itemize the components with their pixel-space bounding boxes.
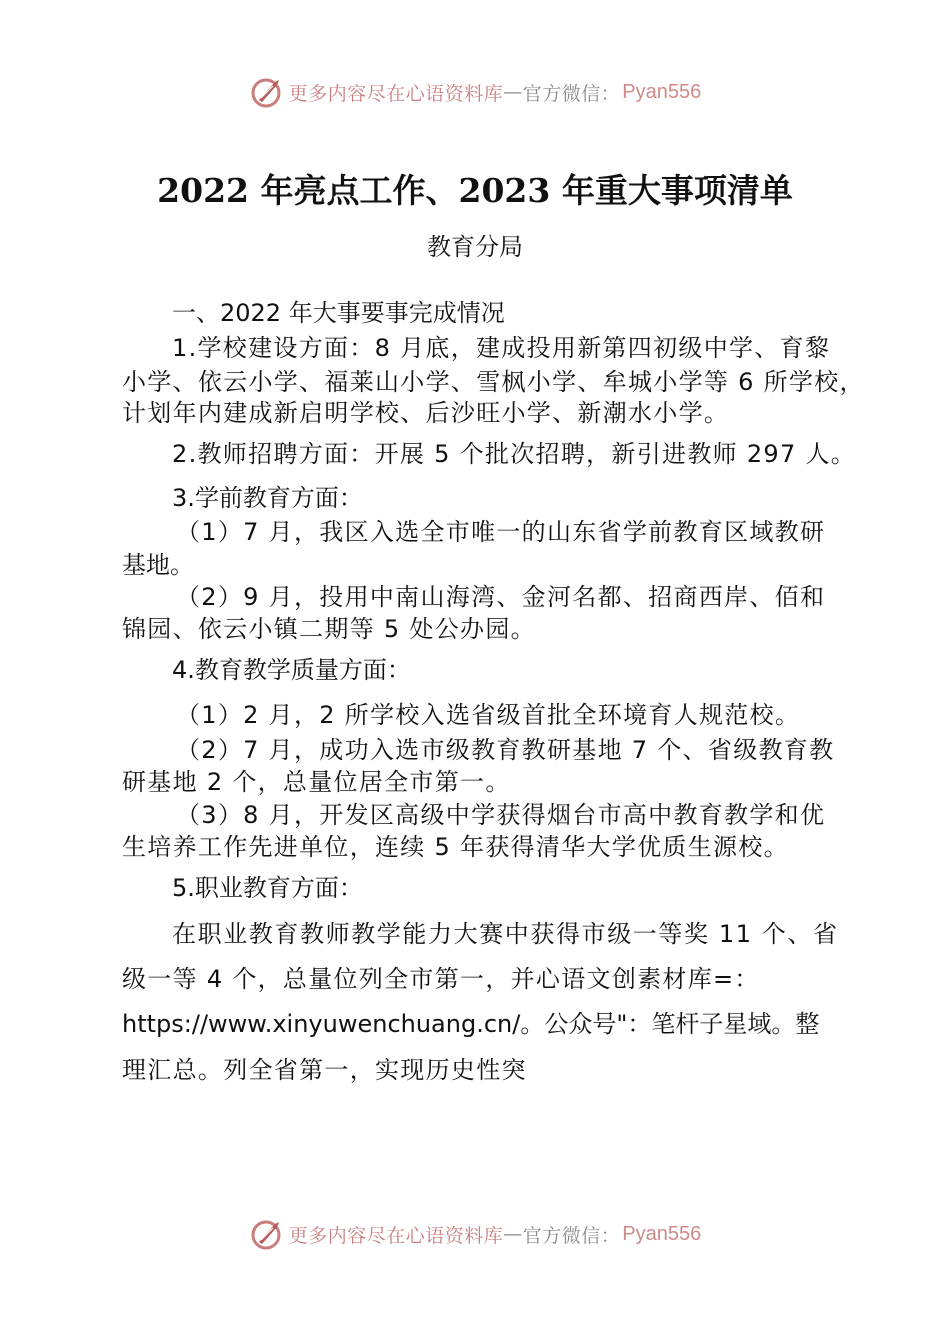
document-department: 教育分局	[427, 233, 523, 261]
paragraph-line: （1）2 月，2 所学校入选省级首批全环境育人规范校。	[176, 701, 801, 729]
watermark-wechat-label: 官方微信：	[522, 82, 621, 105]
watermark-main-text: 更多内容尽在心语资料库	[288, 1224, 504, 1247]
paragraph-line: （3）8 月，开发区高级中学获得烟台市高中教育教学和优	[176, 801, 826, 829]
paragraph-line: 2.教师招聘方面：开展 5 个批次招聘，新引进教师 297 人。	[172, 440, 857, 468]
paragraph-line: 理汇总。列全省第一，实现历史性突	[122, 1056, 527, 1084]
paragraph-line: https://www.xinyuwenchuang.cn/。公众号"：笔杆子星域。整	[122, 1010, 820, 1038]
watermark-dash: —	[503, 1223, 523, 1245]
paragraph-line: 在职业教育教师教学能力大赛中获得市级一等奖 11 个、省	[172, 920, 839, 948]
header-watermark-banner	[0, 72, 950, 112]
paragraph-line: 生培养工作先进单位，连续 5 年获得清华大学优质生源校。	[122, 833, 789, 861]
paragraph-line: （2）9 月，投用中南山海湾、金河名都、招商西岸、佰和	[176, 583, 826, 611]
watermark-wechat-id: Pyan556	[622, 80, 702, 103]
subsection-heading: 3.学前教育方面：	[172, 484, 363, 512]
paragraph-line: 计划年内建成新启明学校、后沙旺小学、新潮水小学。	[122, 399, 730, 427]
paragraph-line: 1.学校建设方面：8 月底，建成投用新第四初级中学、育黎	[172, 334, 831, 362]
section-heading: 一、2022 年大事要事完成情况	[172, 299, 505, 327]
watermark-main-text: 更多内容尽在心语资料库	[288, 82, 504, 105]
subsection-heading: 4.教育教学质量方面：	[172, 656, 411, 684]
paragraph-line: 级一等 4 个，总量位列全市第一，并心语文创素材库=：	[122, 965, 760, 993]
watermark-dash: —	[503, 81, 523, 103]
paragraph-line: （1）7 月，我区入选全市唯一的山东省学前教育区域教研	[176, 518, 826, 546]
paragraph-line: 锦园、依云小镇二期等 5 处公办园。	[122, 615, 536, 643]
paragraph-line: 基地。	[122, 551, 194, 579]
quill-logo-icon	[249, 74, 285, 110]
quill-logo-icon	[249, 1216, 285, 1252]
paragraph-line: （2）7 月，成功入选市级教育教研基地 7 个、省级教育教	[176, 736, 835, 764]
footer-watermark-banner	[0, 1214, 950, 1254]
document-title: 2022 年亮点工作、2023 年重大事项清单	[157, 171, 793, 210]
subsection-heading: 5.职业教育方面：	[172, 874, 363, 902]
paragraph-line: 研基地 2 个，总量位居全市第一。	[122, 768, 511, 796]
paragraph-line: 小学、依云小学、福莱山小学、雪枫小学、牟城小学等 6 所学校，	[122, 368, 865, 396]
watermark-wechat-label: 官方微信：	[522, 1224, 621, 1247]
watermark-wechat-id: Pyan556	[622, 1222, 702, 1245]
